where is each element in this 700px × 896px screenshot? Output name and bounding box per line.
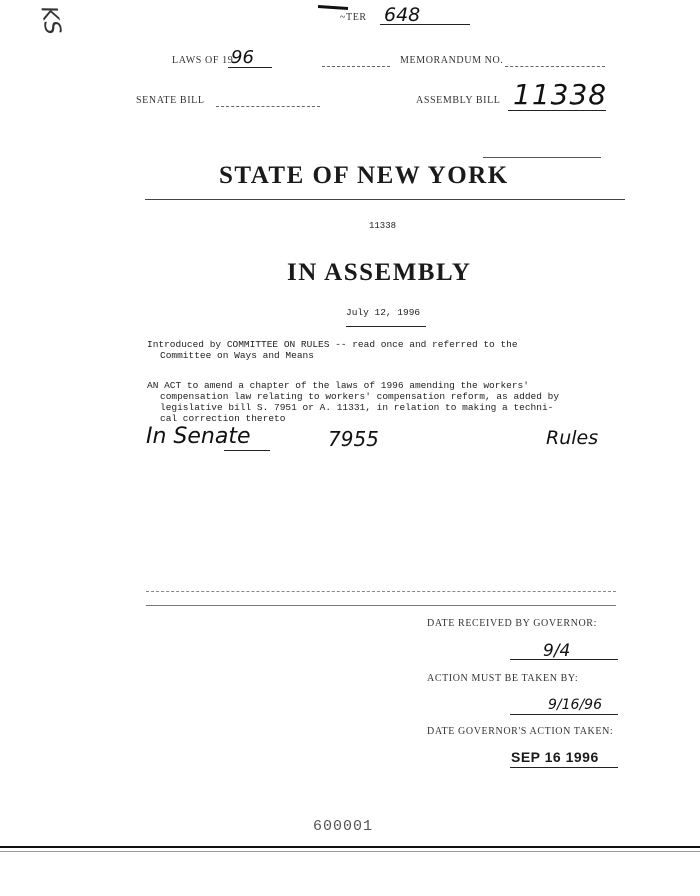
action-by-underline	[510, 714, 618, 715]
act-line-4: cal correction thereto	[160, 413, 286, 424]
memorandum-blank-line	[505, 66, 605, 67]
laws-year-underline	[228, 67, 272, 68]
chapter-underline	[380, 24, 470, 25]
action-taken-stamp: SEP 16 1996	[511, 749, 599, 765]
action-taken-underline	[510, 767, 618, 768]
chapter-label: ~TER	[340, 12, 367, 23]
title-bottom-rule	[145, 199, 625, 200]
blank-line-1	[146, 591, 616, 592]
bill-date: July 12, 1996	[346, 307, 421, 318]
chapter-mark	[318, 5, 348, 10]
blank-line-2	[146, 605, 616, 606]
document-title: STATE OF NEW YORK	[219, 162, 509, 189]
assembly-bill-value: 11338	[513, 78, 608, 111]
action-by-label: ACTION MUST BE TAKEN BY:	[427, 673, 579, 684]
laws-of-label: LAWS OF 19	[172, 55, 234, 66]
senate-bill-label: SENATE BILL	[136, 95, 205, 106]
margin-initials: KS	[35, 4, 65, 37]
act-line-3: legislative bill S. 7951 or A. 11331, in relation to making a techni-	[160, 402, 554, 413]
title-top-rule	[483, 157, 601, 158]
action-by-value: 9/16/96	[548, 697, 602, 713]
handwritten-in-senate: In Senate	[146, 424, 251, 449]
action-taken-label: DATE GOVERNOR'S ACTION TAKEN:	[427, 726, 614, 737]
bill-number: 11338	[369, 221, 397, 231]
date-received-label: DATE RECEIVED BY GOVERNOR:	[427, 618, 597, 629]
assembly-bill-underline	[508, 110, 606, 111]
introduced-line-1: Introduced by COMMITTEE ON RULES -- read once and referred to the	[147, 339, 518, 350]
memorandum-label: MEMORANDUM NO.	[400, 55, 504, 66]
laws-year-value: 96	[231, 47, 254, 68]
date-received-value: 9/4	[543, 641, 571, 661]
laws-blank-line	[322, 66, 390, 67]
in-senate-underline	[224, 450, 270, 451]
chapter-value: 648	[384, 4, 421, 26]
act-line-2: compensation law relating to workers' compensation reform, as added by	[160, 391, 560, 402]
date-received-underline	[510, 659, 618, 660]
page-number: 600001	[313, 818, 374, 835]
act-line-1: AN ACT to amend a chapter of the laws of 1996 amending the workers'	[147, 380, 529, 391]
scan-bottom-edge-shadow	[0, 851, 700, 852]
assembly-bill-label: ASSEMBLY BILL	[416, 95, 501, 106]
introduced-line-2: Committee on Ways and Means	[160, 350, 314, 361]
date-underline	[346, 326, 426, 327]
senate-bill-blank-line	[216, 106, 320, 107]
handwritten-senate-number: 7955	[328, 427, 379, 451]
scan-bottom-edge	[0, 846, 700, 848]
handwritten-committee: Rules	[546, 427, 599, 449]
chamber-heading: IN ASSEMBLY	[287, 259, 472, 286]
